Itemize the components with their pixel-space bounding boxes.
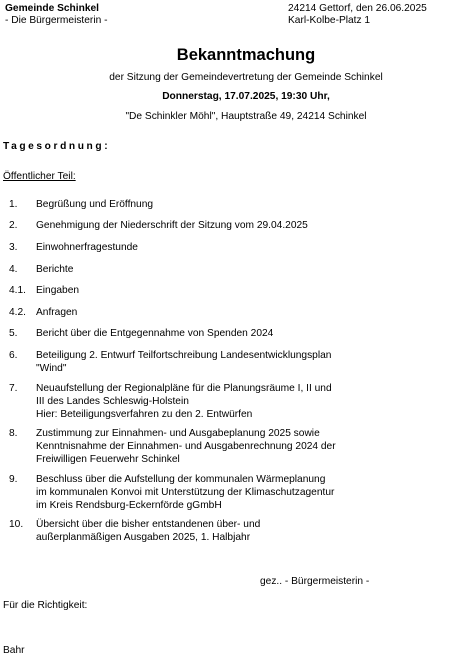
agenda-item-text: Eingaben: [36, 285, 80, 296]
agenda-item-text: "Wind": [36, 362, 67, 374]
document-title: Bekanntmachung: [176, 46, 316, 64]
correctness-label: Für die Richtigkeit:: [3, 600, 88, 611]
agenda-item-number: 9.: [9, 474, 18, 485]
agenda-item-text: außerplanmäßigen Ausgaben 2025, 1. Halbjahr: [36, 531, 251, 543]
meeting-location: "De Schinkler Möhl", Hauptstraße 49, 24214 Schinkel: [125, 111, 367, 122]
agenda-item-text: Anfragen: [36, 307, 78, 318]
agenda-item-number: 7.: [9, 383, 18, 394]
agenda-item-text: Einwohnerfragestunde: [36, 242, 138, 253]
meeting-datetime: Donnerstag, 17.07.2025, 19:30 Uhr,: [162, 91, 330, 102]
meeting-intro: der Sitzung der Gemeindevertretung der Gemeinde Schinkel: [109, 72, 383, 83]
signer-name: Bahr: [3, 645, 25, 656]
agenda-item-text: Neuaufstellung der Regionalpläne für die Planungsräume I, II und: [36, 383, 332, 394]
agenda-item-text: im Kreis Rendsburg-Eckernförde gGmbH: [36, 499, 222, 511]
municipality-name: Gemeinde Schinkel: [5, 3, 99, 14]
agenda-item-text: Genehmigung der Niederschrift der Sitzung vom 29.04.2025: [36, 220, 308, 231]
agenda-item-number: 6.: [9, 350, 18, 361]
agenda-item-text: Hier: Beteiligungsverfahren zu den 2. Entwürfen: [36, 408, 253, 420]
agenda-item-text: Kenntnisnahme der Einnahmen- und Ausgabenrechnung 2024 der: [36, 440, 336, 452]
agenda-item-number: 4.2.: [9, 307, 26, 318]
agenda-item-text: Begrüßung und Eröffnung: [36, 199, 154, 210]
agenda-item-number: 5.: [9, 328, 18, 339]
office-name: - Die Bürgermeisterin -: [5, 15, 108, 26]
agenda-item-number: 8.: [9, 428, 18, 439]
agenda-item-number: 4.: [9, 264, 18, 275]
agenda-item-number: 4.1.: [9, 285, 26, 296]
agenda-item-text: Beteiligung 2. Entwurf Teilfortschreibung Landesentwicklungsplan: [36, 350, 332, 361]
agenda-item-text: Beschluss über die Aufstellung der kommunalen Wärmeplanung: [36, 474, 326, 485]
place-date: 24214 Gettorf, den 26.06.2025: [288, 3, 427, 14]
agenda-item-number: 10.: [9, 519, 24, 530]
agenda-item-number: 2.: [9, 220, 18, 231]
agenda-item-text: Übersicht über die bisher entstandenen über- und: [36, 519, 261, 530]
agenda-item-text: Bericht über die Entgegennahme von Spenden 2024: [36, 328, 274, 339]
agenda-item-text: Freiwilligen Feuerwehr Schinkel: [36, 453, 180, 465]
signature-line: gez.. - Bürgermeisterin -: [260, 576, 370, 587]
office-address: Karl-Kolbe-Platz 1: [288, 15, 371, 26]
agenda-item-text: III des Landes Schleswig-Holstein: [36, 395, 189, 407]
agenda-item-text: im kommunalen Konvoi mit Unterstützung der Klimaschutzagentur: [36, 486, 335, 498]
agenda-item-text: Berichte: [36, 264, 74, 275]
public-part-heading: Öffentlicher Teil:: [3, 171, 76, 182]
agenda-item-number: 1.: [9, 199, 18, 210]
agenda-item-number: 3.: [9, 242, 18, 253]
agenda-heading: Tagesordnung:: [3, 141, 111, 152]
agenda-item-text: Zustimmung zur Einnahmen- und Ausgabeplanung 2025 sowie: [36, 428, 320, 439]
